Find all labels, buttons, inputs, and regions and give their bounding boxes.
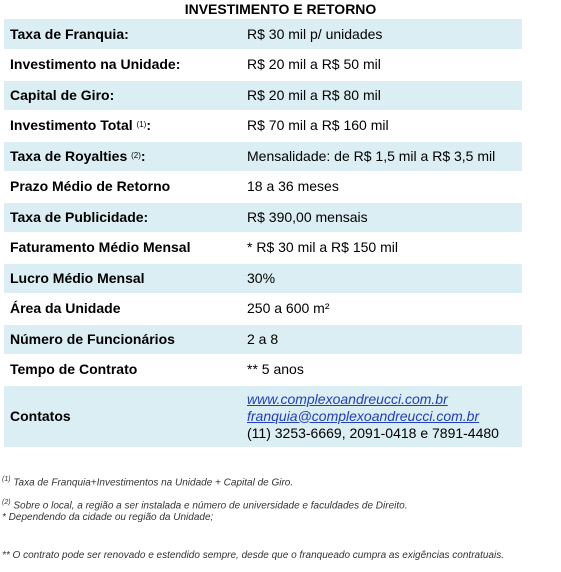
table-row — [4, 50, 522, 81]
table-row — [4, 355, 522, 386]
table-row — [4, 111, 522, 142]
contacts-row — [4, 385, 522, 447]
footnote-2-mark: (2) — [2, 499, 11, 506]
footnote-1-mark: (1) — [2, 476, 11, 483]
row-label-text: Prazo Médio de Retorno — [10, 178, 171, 195]
row-value: 18 a 36 meses — [241, 172, 522, 203]
table-row — [4, 141, 522, 172]
table-row — [4, 172, 522, 203]
row-label-text: Capital de Giro: — [10, 86, 115, 103]
row-label-text: Taxa de Publicidade: — [10, 208, 149, 225]
row-label-suffix: : — [140, 147, 146, 164]
investment-table-body — [4, 19, 522, 447]
row-value: Mensalidade: de R$ 1,5 mil a R$ 3,5 mil — [241, 141, 522, 172]
row-label-text: Faturamento Médio Mensal — [10, 239, 191, 256]
row-value: R$ 30 mil p/ unidades — [241, 19, 522, 50]
row-label — [4, 294, 241, 325]
row-value: 2 a 8 — [241, 324, 522, 355]
row-label-text: Área da Unidade — [10, 300, 121, 317]
table-row — [4, 80, 522, 111]
row-label-text: Taxa de Royalties — [10, 147, 128, 164]
row-label-suffix: : — [146, 117, 151, 134]
row-label-text: Investimento Total — [10, 117, 133, 134]
row-value: * R$ 30 mil a R$ 150 mil — [241, 233, 522, 264]
row-value: R$ 390,00 mensais — [241, 202, 522, 233]
email-link[interactable]: franquia@complexoandreucci.com.br — [247, 407, 480, 424]
row-value: R$ 20 mil a R$ 50 mil — [241, 50, 522, 81]
page-title: INVESTIMENTO E RETORNO — [184, 1, 377, 17]
row-label — [4, 263, 241, 294]
row-value: 30% — [241, 263, 522, 294]
row-label — [4, 19, 241, 50]
website-link[interactable]: www.complexoandreucci.com.br — [247, 390, 448, 407]
contacts-label: Contatos — [4, 385, 241, 447]
row-label-text: Investimento na Unidade: — [10, 56, 181, 73]
footnote-1 — [2, 474, 293, 489]
row-label-text: Taxa de Franquia: — [10, 25, 129, 42]
footnote-ref: (1) — [136, 120, 147, 130]
footnote-4: ** O contrato pode ser renovado e estendido sempre, desde que o franqueado cumpra as exigências contratuais. — [2, 550, 504, 561]
row-value: R$ 70 mil a R$ 160 mil — [241, 111, 522, 142]
footnote-2 — [2, 497, 407, 512]
row-label — [4, 233, 241, 264]
row-label-text: Tempo de Contrato — [10, 361, 138, 378]
row-label-text: Número de Funcionários — [10, 330, 175, 347]
table-row — [4, 294, 522, 325]
row-value: 250 a 600 m² — [241, 294, 522, 325]
table-row — [4, 19, 522, 50]
row-label — [4, 172, 241, 203]
contacts-value — [241, 385, 522, 447]
row-value: R$ 20 mil a R$ 80 mil — [241, 80, 522, 111]
footnote-ref: (2) — [131, 150, 141, 160]
footnote-3: * Dependendo da cidade ou região da Unidade; — [2, 512, 214, 523]
footnote-1-text: Taxa de Franquia+Investimentos na Unidade + Capital de Giro. — [10, 477, 294, 489]
table-row — [4, 324, 522, 355]
row-label — [4, 355, 241, 386]
row-label — [4, 324, 241, 355]
row-value: ** 5 anos — [241, 355, 522, 386]
row-label — [4, 80, 241, 111]
footnote-2-text: Sobre o local, a região a ser instalada e número de universidade e faculdades de Direito. — [10, 500, 408, 512]
table-row — [4, 263, 522, 294]
row-label — [4, 111, 241, 142]
investment-table — [4, 19, 522, 448]
row-label — [4, 202, 241, 233]
row-label — [4, 50, 241, 81]
row-label-text: Lucro Médio Mensal — [10, 269, 145, 286]
table-row — [4, 202, 522, 233]
phone-numbers: (11) 3253-6669, 2091-0418 e 7891-4480 — [247, 424, 499, 441]
row-label — [4, 141, 241, 172]
table-row — [4, 233, 522, 264]
